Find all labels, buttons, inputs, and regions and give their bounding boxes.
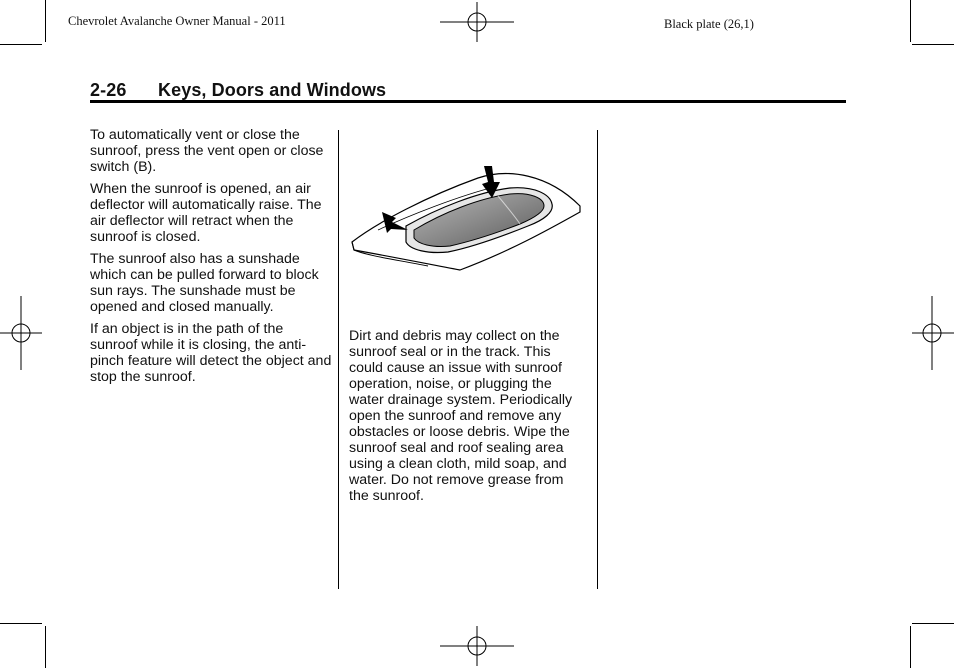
registration-mark-icon (440, 626, 514, 666)
crop-mark (45, 0, 46, 42)
registration-mark-icon (440, 2, 514, 42)
crop-mark (45, 626, 46, 668)
crop-mark (910, 0, 911, 42)
column-divider (338, 130, 339, 589)
sunroof-seal-illustration-icon (348, 160, 584, 276)
paragraph: To automatically vent or close the sunroof, press the vent open or close switch (B). (90, 127, 324, 175)
column-1 (90, 127, 334, 391)
manual-title: Chevrolet Avalanche Owner Manual - 2011 (68, 14, 286, 28)
crop-mark (912, 44, 954, 45)
section-heading (90, 80, 386, 101)
plate-label: Black plate (26,1) (664, 17, 754, 31)
paragraph: The sunroof also has a sunshade which can be pulled forward to block sun rays. The sunshade must be opened and closed manually. (90, 251, 319, 315)
registration-mark-icon (912, 296, 954, 370)
column-divider (597, 130, 598, 589)
paragraph: If an object is in the path of the sunroof while it is closing, the anti-pinch feature will detect the object and stop the sunroof. (90, 321, 332, 385)
crop-mark (912, 623, 954, 624)
crop-mark (0, 44, 42, 45)
crop-mark (910, 626, 911, 668)
paragraph: When the sunroof is opened, an air deflector will automatically raise. The air deflector will retract when the sunroof is closed. (90, 181, 322, 245)
section-title: Keys, Doors and Windows (158, 80, 387, 100)
page-number: 2-26 (90, 80, 127, 100)
column-2 (349, 328, 587, 510)
heading-rule (90, 100, 846, 103)
paragraph: Dirt and debris may collect on the sunroof seal or in the track. This could cause an issue with sunroof operation, noise, or plugging the water drainage system. Periodically open the sunroof and remove any obstacles or loose debris. Wipe the sunroof seal and roof sealing area using a clean cloth, mild soap, and water. Do not remove grease from the sunroof. (349, 328, 573, 504)
crop-mark (0, 623, 42, 624)
registration-mark-icon (0, 296, 42, 370)
